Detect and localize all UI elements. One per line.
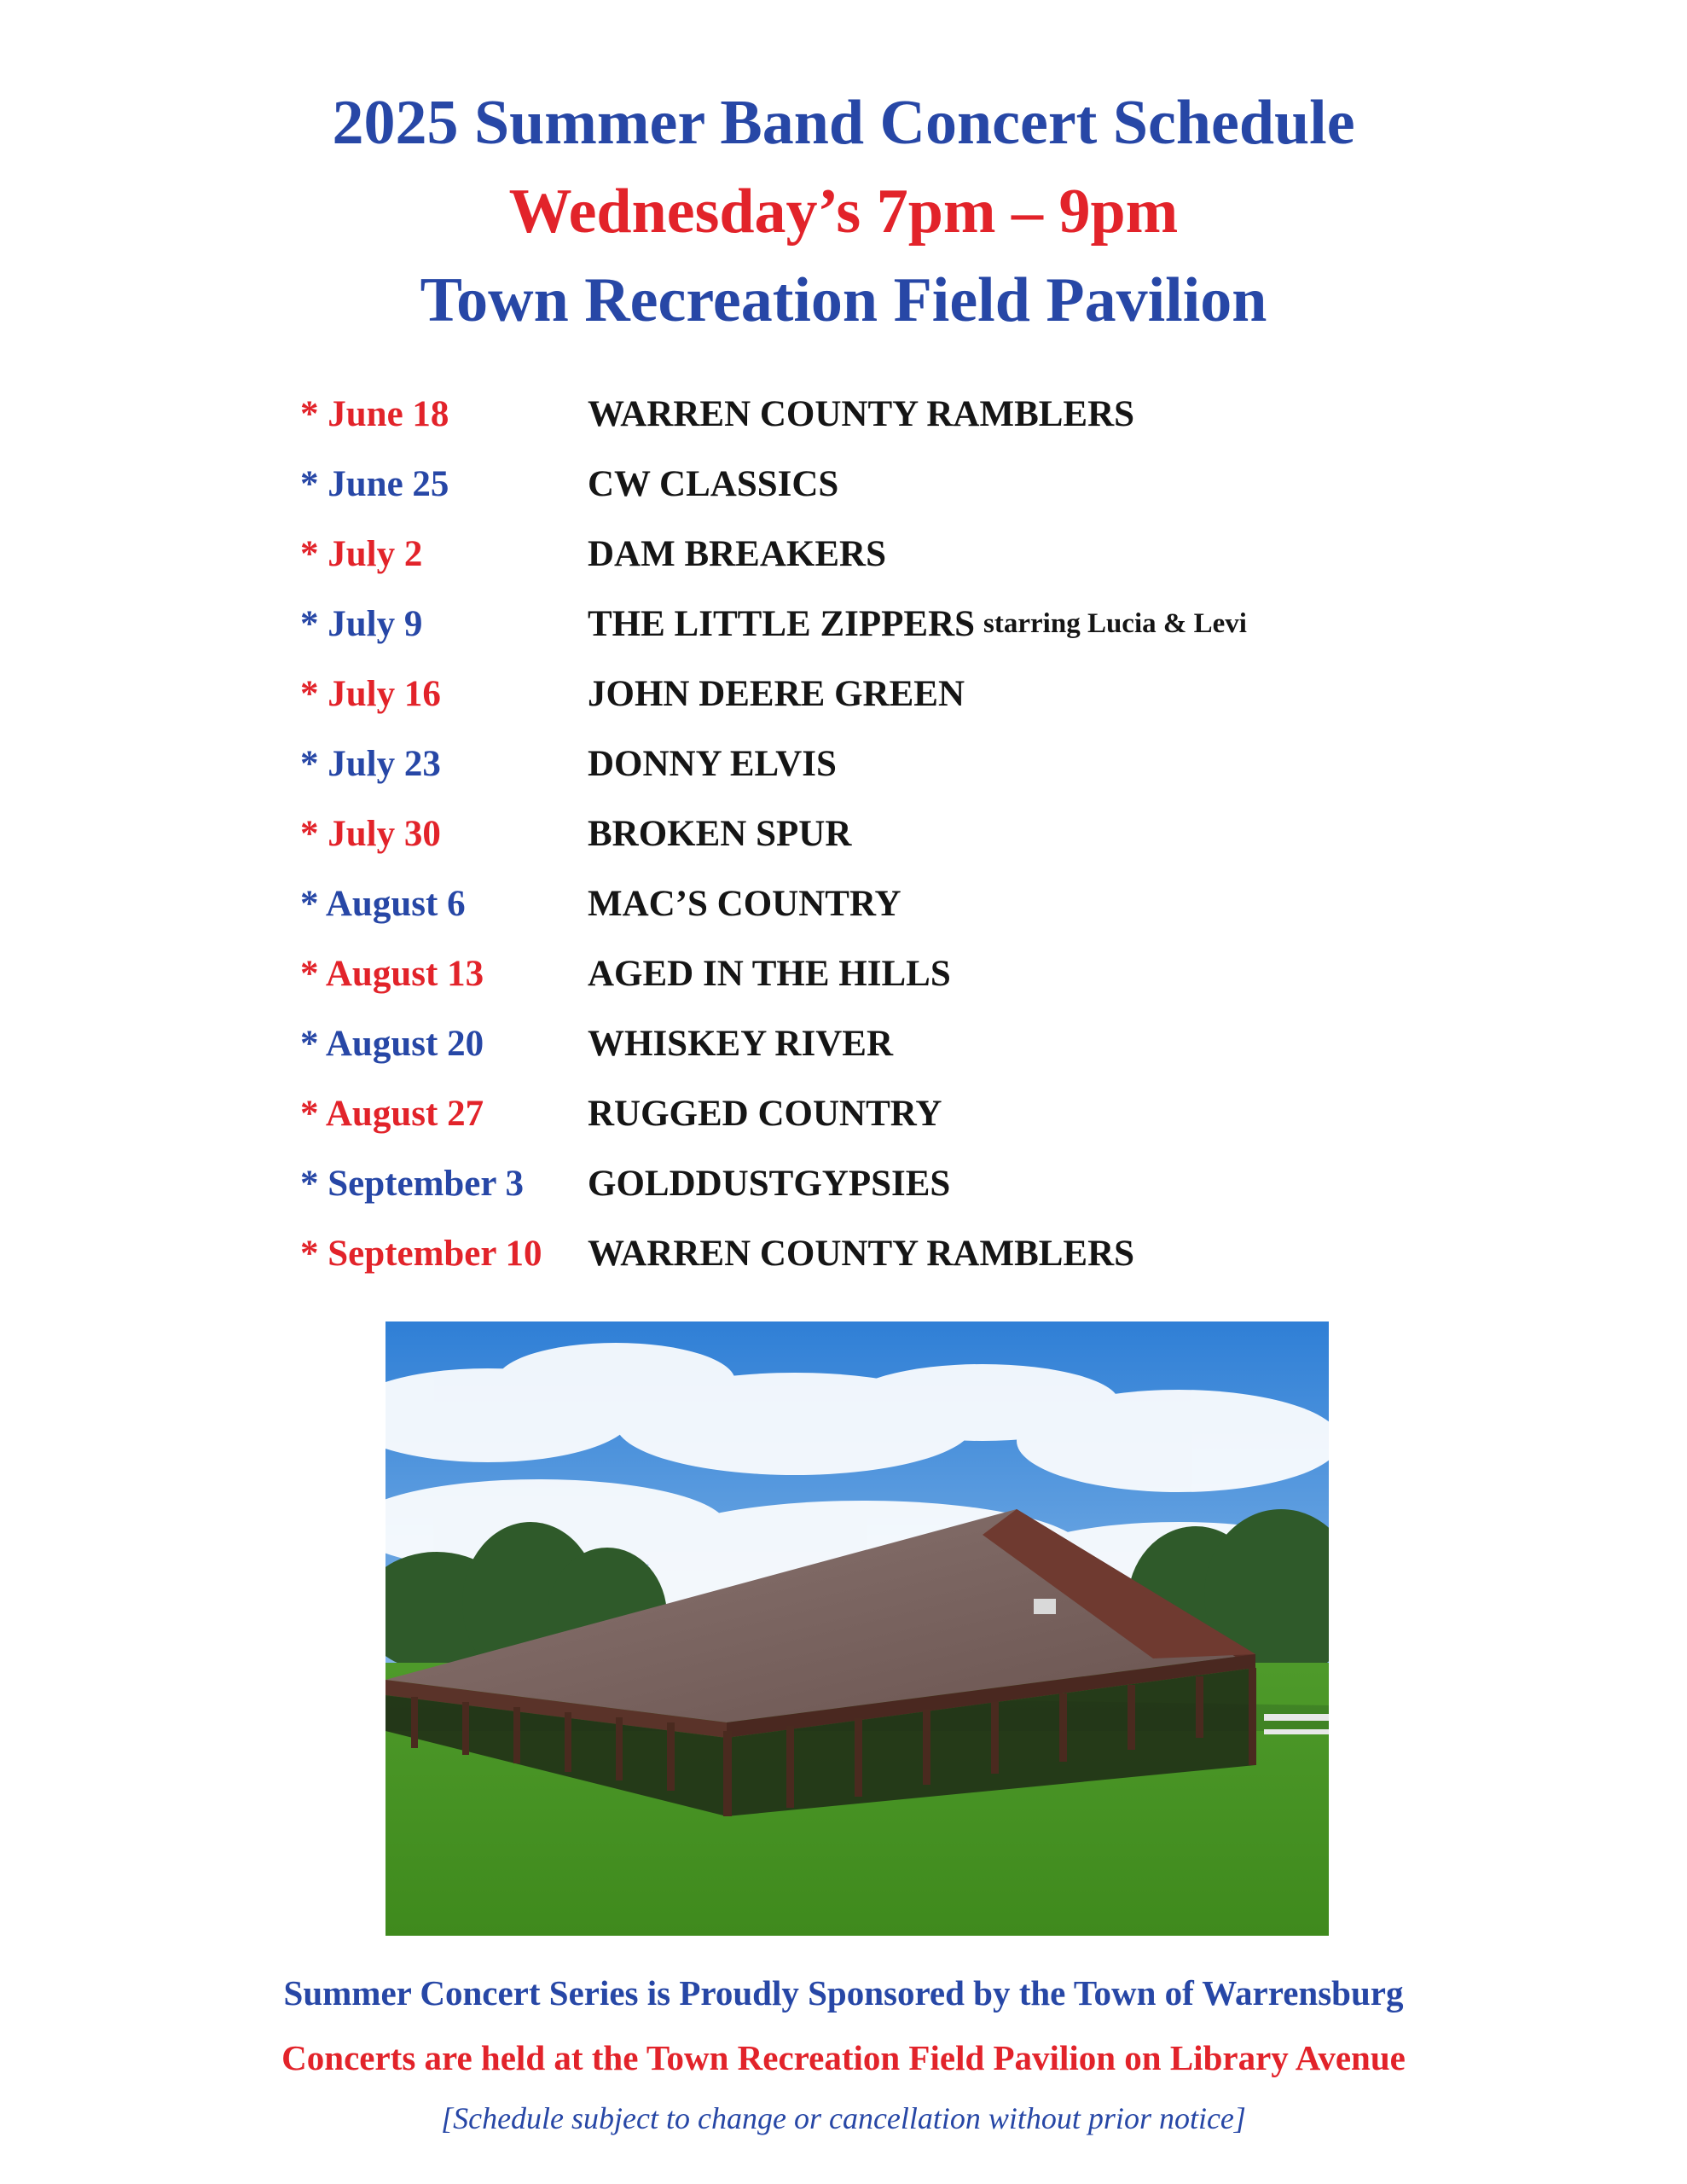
concert-date: * June 25: [300, 463, 449, 504]
schedule-row: [300, 868, 1494, 938]
schedule-row: [300, 449, 1494, 519]
page-title: 2025 Summer Band Concert Schedule: [332, 88, 1355, 158]
band-name: RUGGED COUNTRY: [588, 1093, 942, 1134]
band-name: DONNY ELVIS: [588, 743, 837, 784]
band-name: DAM BREAKERS: [588, 533, 887, 574]
disclaimer-note: [Schedule subject to change or cancellation without prior notice]: [441, 2101, 1246, 2135]
schedule-row: [300, 729, 1494, 799]
band-name: THE LITTLE ZIPPERS: [588, 603, 976, 644]
venue-name: Town Recreation Field Pavilion: [420, 265, 1267, 335]
band-name: WARREN COUNTY RAMBLERS: [588, 393, 1135, 434]
concert-schedule-list: [300, 379, 1494, 1288]
schedule-row: [300, 379, 1494, 449]
band-name: MAC’S COUNTRY: [588, 883, 901, 924]
location-note: Concerts are held at the Town Recreation Field Pavilion on Library Avenue: [281, 2038, 1406, 2077]
sponsor-note: Summer Concert Series is Proudly Sponsored by the Town of Warrensburg: [283, 1973, 1404, 2013]
concert-date: * July 30: [300, 813, 441, 854]
schedule-row: [300, 938, 1494, 1008]
schedule-row: [300, 659, 1494, 729]
schedule-row: [300, 589, 1494, 659]
concert-date: * July 16: [300, 673, 441, 714]
band-note: starring Lucia & Levi: [983, 607, 1247, 639]
band-name: WHISKEY RIVER: [588, 1023, 894, 1064]
concert-date: * June 18: [300, 393, 449, 434]
band-name: BROKEN SPUR: [588, 813, 852, 854]
concert-date: * August 20: [300, 1023, 484, 1064]
concert-date: * September 3: [300, 1163, 524, 1204]
concert-date: * July 23: [300, 743, 441, 784]
schedule-row: [300, 1008, 1494, 1078]
band-name: JOHN DEERE GREEN: [588, 673, 965, 714]
page-header: [0, 78, 1687, 345]
schedule-row: [300, 1078, 1494, 1148]
concert-date: * August 6: [300, 883, 466, 924]
concert-date: * July 2: [300, 533, 423, 574]
band-name: WARREN COUNTY RAMBLERS: [588, 1233, 1135, 1274]
band-name: AGED IN THE HILLS: [588, 953, 951, 994]
band-name: CW CLASSICS: [588, 463, 839, 504]
concert-date: * July 9: [300, 603, 423, 644]
schedule-row: [300, 1218, 1494, 1288]
schedule-row: [300, 519, 1494, 589]
pavilion-photo: [386, 1321, 1329, 1936]
concert-date: * September 10: [300, 1233, 542, 1274]
schedule-row: [300, 799, 1494, 868]
schedule-row: [300, 1148, 1494, 1218]
band-name: GOLDDUSTGYPSIES: [588, 1163, 951, 1204]
concert-date: * August 27: [300, 1093, 484, 1134]
concert-date: * August 13: [300, 953, 484, 994]
concert-time: Wednesday’s 7pm – 9pm: [508, 177, 1179, 247]
